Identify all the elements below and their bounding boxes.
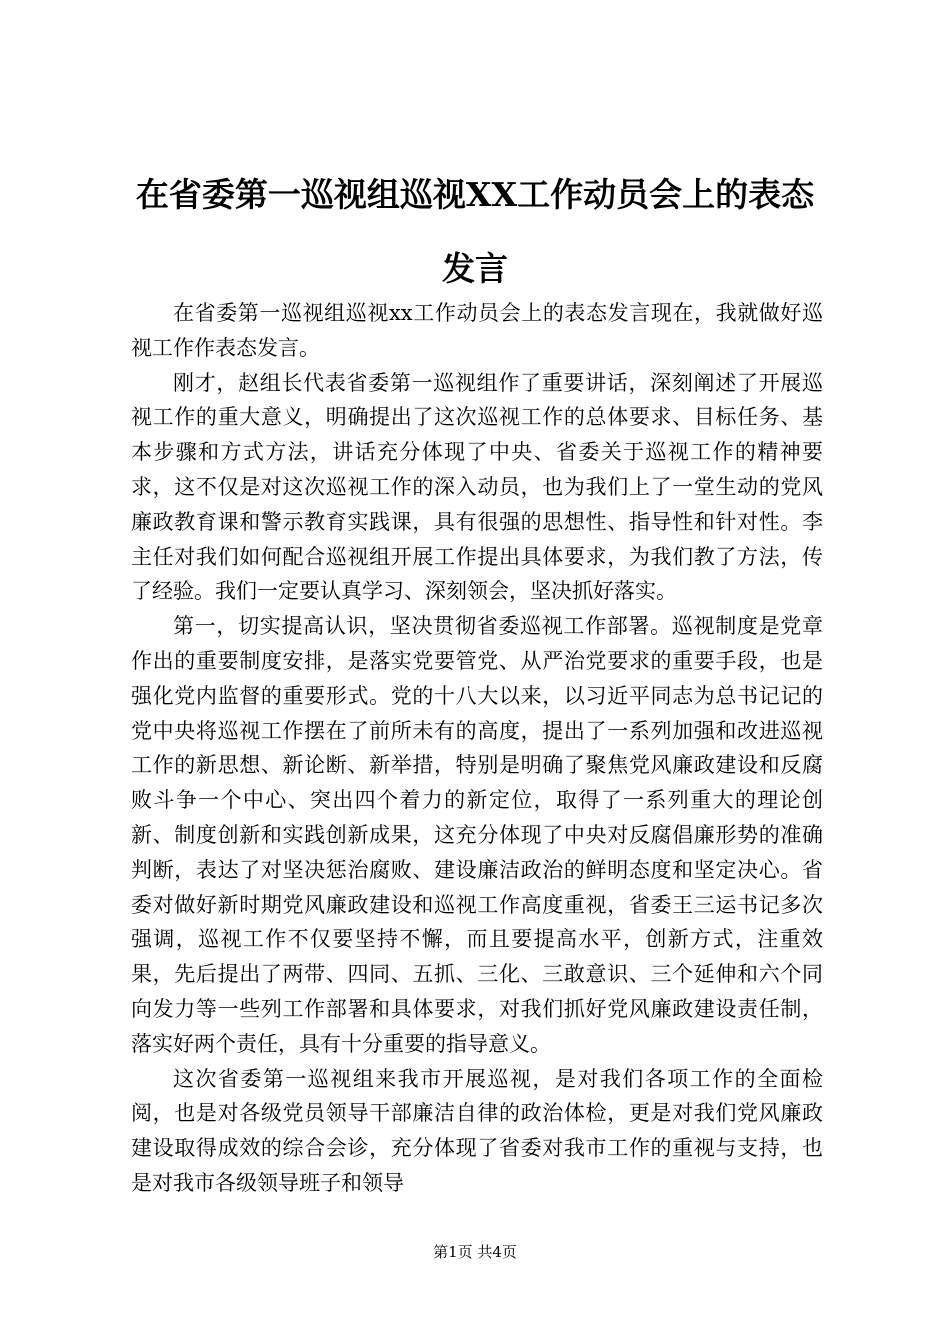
- document-body: [131, 296, 823, 1201]
- page-footer: 第1页 共4页: [433, 1243, 517, 1261]
- paragraph: 这次省委第一巡视组来我市开展巡视，是对我们各项工作的全面检阅，也是对各级党员领导干部廉洁自律的政治体检，更是对我们党风廉政建设取得成效的综合会诊，充分体现了省委对我市工作的重视与支持，也是对我市各级领导班子和领导: [131, 1066, 823, 1195]
- document-title: 在省委第一巡视组巡视XX工作动员会上的表态发言: [135, 175, 815, 288]
- paragraph: 在省委第一巡视组巡视xx工作动员会上的表态发言现在，我就做好巡视工作作表态发言。: [131, 301, 823, 360]
- paragraph: 第一，切实提高认识，坚决贯彻省委巡视工作部署。巡视制度是党章作出的重要制度安排，是落实党要管党、从严治党要求的重要手段，也是强化党内监督的重要形式。党的十八大以来，以习近平同志为总书记记的党中央将巡视工作摆在了前所未有的高度，提出了一系列加强和改进巡视工作的新思想、新论断、新举措，特别是明确了聚焦党风廉政建设和反腐败斗争一个中心、突出四个着力的新定位，取得了一系列重大的理论创新、制度创新和实践创新成果，这充分体现了中央对反腐倡廉形势的准确判断，表达了对坚决惩治腐败、建设廉洁政治的鲜明态度和坚定决心。省委对做好新时期党风廉政建设和巡视工作高度重视，省委王三运书记多次强调，巡视工作不仅要坚持不懈，而且要提高水平，创新方式，注重效果，先后提出了两带、四同、五抓、三化、三敢意识、三个延伸和六个同向发力等一些列工作部署和具体要求，对我们抓好党风廉政建设责任制，落实好两个责任，具有十分重要的指导意义。: [131, 614, 823, 1056]
- paragraph: 刚才，赵组长代表省委第一巡视组作了重要讲话，深刻阐述了开展巡视工作的重大意义，明确提出了这次巡视工作的总体要求、目标任务、基本步骤和方式方法，讲话充分体现了中央、省委关于巡视工作的精神要求，这不仅是对这次巡视工作的深入动员，也为我们上了一堂生动的党风廉政教育课和警示教育实践课，具有很强的思想性、指导性和针对性。李主任对我们如何配合巡视组开展工作提出具体要求，为我们教了方法，传了经验。我们一定要认真学习、深刻领会，坚决抓好落实。: [131, 370, 823, 604]
